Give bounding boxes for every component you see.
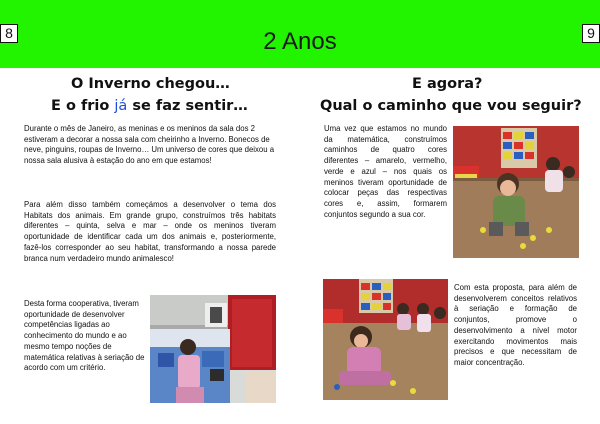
photo-child-at-wall-art [150, 295, 276, 403]
left-heading-accent: já [114, 98, 128, 114]
right-heading-line2: Qual o caminho que vou seguir? [320, 98, 582, 114]
left-heading-line1: O Inverno chegou… [71, 76, 230, 92]
left-paragraph-1: Durante o mês de Janeiro, as meninas e os meninos da sala dos 2 estiveram a decorar a nossa sala com cheirinho a Inverno. Bonecos de neve, pinguins, roupas de Inverno… Um universo de cores que deixou a nossa sala alusiva à estação do ano em que estamos! [24, 124, 275, 166]
left-paragraph-2: Para além disso também começámos a desenvolver o tema dos Habitats dos animais. Em grande grupo, construímos três habitats diferentes – quinta, selva e mar – onde os meninos tiveram oportunidade de identificar cada um dos animais e, posteriormente, fazê-los corresponder ao seu habitat, transformando a nossa parede branca num verdadeiro mundo animalesco! [24, 200, 276, 263]
photo-child-at-wall [150, 295, 276, 403]
left-heading-line2-post: se faz sentir… [127, 98, 248, 114]
right-page-number: 9 [582, 24, 600, 43]
left-paragraph-3: Desta forma cooperativa, tiveram oportunidade de desenvolver competências ligadas ao conhecimento do mundo e ao mesmo tempo noções de matemática relativas à seriação de acordo com um critério. [24, 299, 145, 373]
right-paragraph-2: Com esta proposta, para além de desenvolverem conceitos relativos à seriação e formação de conjuntos, promove o desenvolvimento a nível motor exercitando movimentos mais precisos e que necessitam de maior concentração. [454, 283, 577, 367]
left-heading-line2 [51, 97, 248, 115]
photo-girl-on-floor [323, 279, 448, 400]
right-heading-line1: E agora? [412, 76, 483, 92]
left-page-number: 8 [0, 24, 18, 43]
photo-boy-placing-pieces [453, 126, 579, 258]
photo-girl-on-floor-art [323, 279, 448, 400]
issue-title: 2 Anos [263, 28, 337, 55]
left-heading-line2-pre: E o frio [51, 98, 115, 114]
right-paragraph-1: Uma vez que estamos no mundo da matemática, construímos caminhos de quatro cores diferentes – amarelo, vermelho, verde e azul – nos quais os meninos tiveram oportunidade de colocar peças das respectivas cores e, assim, formarem conjuntos segundo a sua cor. [324, 124, 447, 219]
photo-boy-placing-pieces-art [453, 126, 579, 258]
